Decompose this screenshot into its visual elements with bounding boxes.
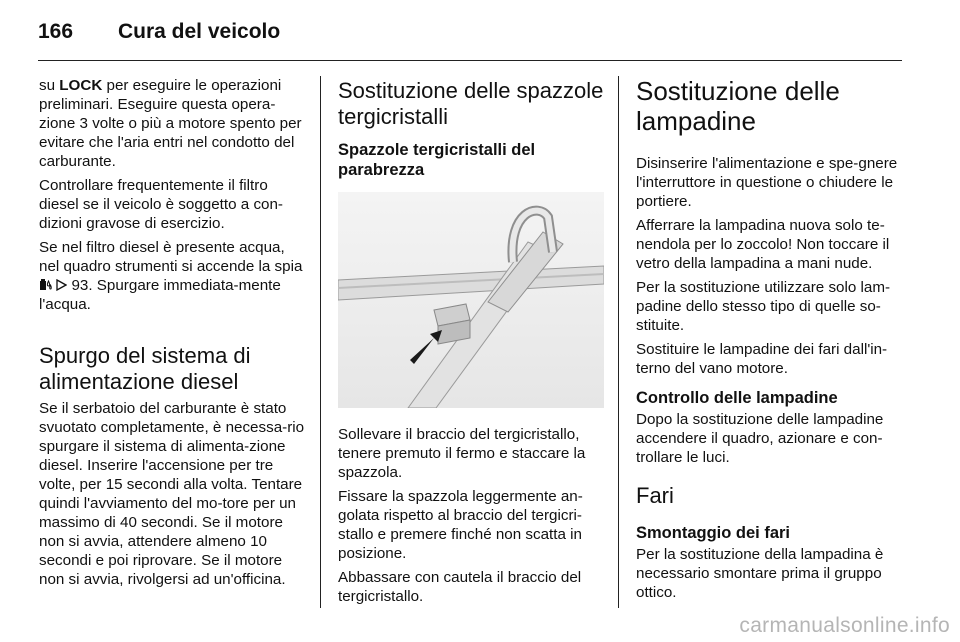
paragraph: Abbassare con cautela il braccio del tergicristallo. xyxy=(338,569,582,605)
section-heading-wiper-blades: Sostituzione delle spazzole tergicristalli xyxy=(338,78,604,129)
paragraph: Per la sostituzione utilizzare solo lam-padine dello stesso tipo di quelle so-stituite. xyxy=(636,279,891,334)
paragraph: Sostituire le lampadine dei fari dall'in-terno del vano motore. xyxy=(636,341,888,377)
column-2 xyxy=(338,76,604,611)
page-number: 166 xyxy=(38,20,74,43)
triangle-reference-icon xyxy=(56,279,67,291)
paragraph xyxy=(39,76,305,171)
text: 93. Spurgare immediata-mente l'acqua. xyxy=(39,277,281,313)
text: su xyxy=(39,77,60,94)
column-divider xyxy=(320,76,321,608)
wiper-arm-illustration xyxy=(338,192,604,408)
paragraph: Sollevare il braccio del tergicristallo, tenere premuto il fermo e staccare la spazzola. xyxy=(338,426,586,481)
watermark: carmanualsonline.info xyxy=(739,614,950,637)
subheading-windscreen-wipers: Spazzole tergicristalli del parabrezza xyxy=(338,141,536,179)
column-divider xyxy=(618,76,619,608)
column-1 xyxy=(39,76,305,594)
column-3 xyxy=(636,76,904,607)
text: per eseguire le operazioni preliminari. Eseguire questa opera-zione 3 volte o più a motore spento per evitare che l'aria entri nel condotto del carburante. xyxy=(39,77,302,170)
section-heading-headlights: Fari xyxy=(636,483,674,508)
section-heading-spurgo: Spurgo del sistema di alimentazione diesel xyxy=(39,343,251,394)
paragraph: Controllare frequentemente il filtro diesel se il veicolo è soggetto a con-dizioni gravose di esercizio. xyxy=(39,177,283,232)
paragraph: Dopo la sostituzione delle lampadine accendere il quadro, azionare e con-trollare le luci. xyxy=(636,411,884,466)
header-rule xyxy=(38,60,902,61)
paragraph: Afferrare la lampadina nuova solo te-nendola per lo zoccolo! Non toccare il vetro della lampadina a mani nude. xyxy=(636,217,890,272)
paragraph xyxy=(39,238,305,314)
page-header xyxy=(34,14,904,54)
subheading-bulb-check: Controllo delle lampadine xyxy=(636,389,838,407)
paragraph: Disinserire l'alimentazione e spe-gnere l'interruttore in questione o chiudere le portiere. xyxy=(636,155,898,210)
paragraph: Se il serbatoio del carburante è stato svuotato completamente, è necessa-rio spurgare il sistema di alimenta-zione diesel. Inserire l'accensione per tre volte, per 15 secondi alla volta. Tentare quindi l'avviamento del mo-tore per un massimo di 40 secondi. Se il motore non si avvia, attendere almeno 10 secondi e poi riprovare. Se il motore non si avvia, rivolgersi ad un'officina. xyxy=(39,400,305,588)
paragraph: Fissare la spazzola leggermente an-golata rispetto al braccio del tergicri-stallo e premere finché non scatta in posizione. xyxy=(338,488,583,562)
paragraph: Per la sostituzione della lampadina è necessario smontare prima il gruppo ottico. xyxy=(636,546,884,601)
subheading-headlight-removal: Smontaggio dei fari xyxy=(636,524,791,542)
lock-keyword: LOCK xyxy=(59,77,103,94)
text: Se nel filtro diesel è presente acqua, nel quadro strumenti si accende la spia xyxy=(39,239,303,275)
section-heading-bulb-replacement: Sostituzione delle lampadine xyxy=(636,76,840,136)
water-in-diesel-icon xyxy=(39,278,52,291)
chapter-title: Cura del veicolo xyxy=(118,20,281,43)
